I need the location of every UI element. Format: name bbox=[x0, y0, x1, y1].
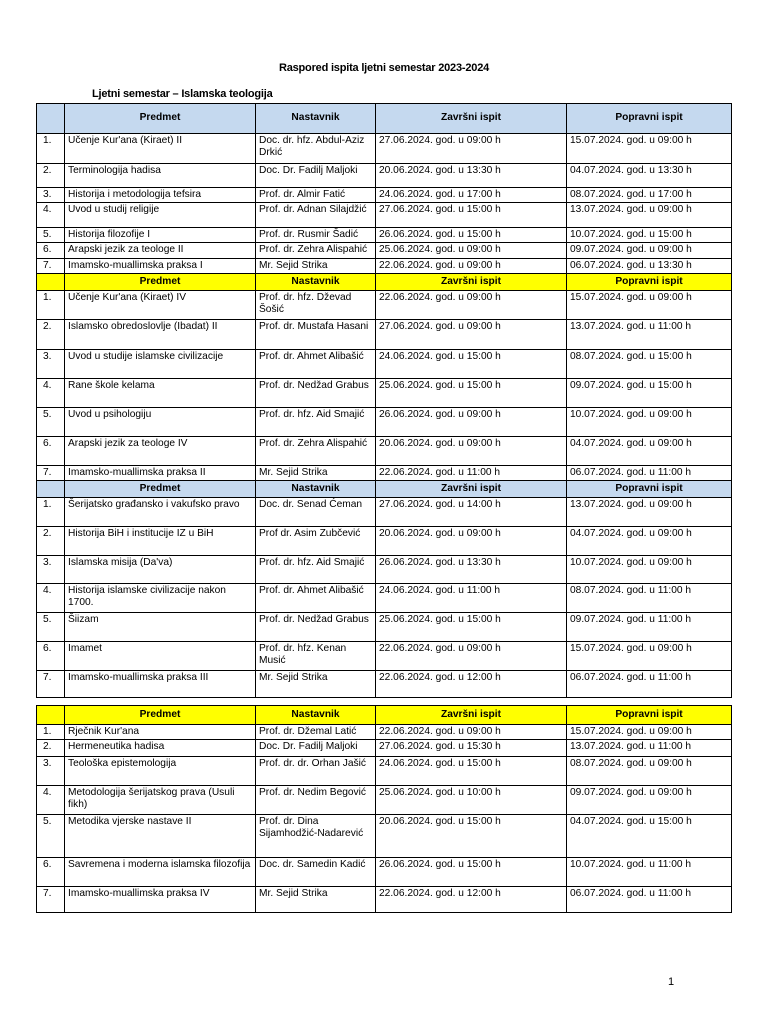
number-cell: 7. bbox=[37, 258, 65, 273]
header-makeup-exam: Popravni ispit bbox=[567, 481, 732, 498]
teacher-cell: Prof. dr. hfz. Kenan Musić bbox=[256, 642, 376, 671]
table-row bbox=[37, 243, 732, 258]
table-header-row bbox=[37, 273, 732, 290]
teacher-cell: Prof. dr. Ahmet Alibašić bbox=[256, 584, 376, 613]
final-exam-cell: 25.06.2024. god. u 09:00 h bbox=[376, 243, 567, 258]
table-row bbox=[37, 498, 732, 527]
final-exam-cell: 24.06.2024. god. u 11:00 h bbox=[376, 584, 567, 613]
final-exam-cell: 26.06.2024. god. u 13:30 h bbox=[376, 556, 567, 584]
spacer-cell bbox=[37, 698, 732, 706]
subject-cell: Učenje Kur'ana (Kiraet) II bbox=[65, 134, 256, 164]
header-makeup-exam: Popravni ispit bbox=[567, 273, 732, 290]
makeup-exam-cell: 04.07.2024. god. u 15:00 h bbox=[567, 815, 732, 858]
number-cell: 7. bbox=[37, 671, 65, 698]
teacher-cell: Mr. Sejid Strika bbox=[256, 465, 376, 480]
teacher-cell: Prof. dr. Nedim Begović bbox=[256, 786, 376, 815]
teacher-cell: Prof. dr. hfz. Dževad Šošić bbox=[256, 290, 376, 319]
teacher-cell: Prof. dr. dr. Orhan Jašić bbox=[256, 757, 376, 786]
header-teacher: Nastavnik bbox=[256, 481, 376, 498]
table-header-row bbox=[37, 104, 732, 134]
number-cell: 4. bbox=[37, 378, 65, 407]
table-row bbox=[37, 786, 732, 815]
table-row bbox=[37, 228, 732, 243]
header-teacher: Nastavnik bbox=[256, 706, 376, 725]
makeup-exam-cell: 13.07.2024. god. u 09:00 h bbox=[567, 498, 732, 527]
final-exam-cell: 24.06.2024. god. u 17:00 h bbox=[376, 188, 567, 203]
number-cell: 3. bbox=[37, 556, 65, 584]
number-cell: 7. bbox=[37, 887, 65, 913]
number-cell: 2. bbox=[37, 527, 65, 556]
final-exam-cell: 20.06.2024. god. u 09:00 h bbox=[376, 436, 567, 465]
teacher-cell: Prof. dr. Adnan Silajdžić bbox=[256, 203, 376, 228]
teacher-cell: Prof. dr. Zehra Alispahić bbox=[256, 436, 376, 465]
table-row bbox=[37, 134, 732, 164]
makeup-exam-cell: 15.07.2024. god. u 09:00 h bbox=[567, 134, 732, 164]
spacer-row bbox=[37, 698, 732, 706]
number-cell: 5. bbox=[37, 407, 65, 436]
makeup-exam-cell: 10.07.2024. god. u 15:00 h bbox=[567, 228, 732, 243]
table-header-row bbox=[37, 481, 732, 498]
table-row bbox=[37, 188, 732, 203]
table-row bbox=[37, 164, 732, 188]
final-exam-cell: 26.06.2024. god. u 15:00 h bbox=[376, 228, 567, 243]
number-cell: 6. bbox=[37, 243, 65, 258]
makeup-exam-cell: 04.07.2024. god. u 09:00 h bbox=[567, 436, 732, 465]
table-row bbox=[37, 613, 732, 642]
makeup-exam-cell: 15.07.2024. god. u 09:00 h bbox=[567, 725, 732, 740]
subject-cell: Imamsko-muallimska praksa II bbox=[65, 465, 256, 480]
teacher-cell: Prof. dr. Nedžad Grabus bbox=[256, 378, 376, 407]
header-number-cell bbox=[37, 104, 65, 134]
exam-schedule-table bbox=[36, 103, 732, 913]
final-exam-cell: 20.06.2024. god. u 09:00 h bbox=[376, 527, 567, 556]
makeup-exam-cell: 06.07.2024. god. u 11:00 h bbox=[567, 887, 732, 913]
makeup-exam-cell: 09.07.2024. god. u 11:00 h bbox=[567, 613, 732, 642]
teacher-cell: Prof. dr. Ahmet Alibašić bbox=[256, 349, 376, 378]
final-exam-cell: 27.06.2024. god. u 15:00 h bbox=[376, 203, 567, 228]
number-cell: 4. bbox=[37, 203, 65, 228]
table-row bbox=[37, 642, 732, 671]
header-number-cell bbox=[37, 481, 65, 498]
header-final-exam: Završni ispit bbox=[376, 706, 567, 725]
document-title: Raspored ispita ljetni semestar 2023-2024 bbox=[278, 62, 490, 74]
table-row bbox=[37, 815, 732, 858]
teacher-cell: Prof. dr. Dina Sijamhodžić-Nadarević bbox=[256, 815, 376, 858]
header-subject: Predmet bbox=[65, 273, 256, 290]
number-cell: 3. bbox=[37, 349, 65, 378]
number-cell: 1. bbox=[37, 498, 65, 527]
final-exam-cell: 27.06.2024. god. u 15:30 h bbox=[376, 740, 567, 757]
header-makeup-exam: Popravni ispit bbox=[567, 104, 732, 134]
subject-cell: Islamska misija (Da'va) bbox=[65, 556, 256, 584]
number-cell: 6. bbox=[37, 858, 65, 887]
subject-cell: Uvod u studije islamske civilizacije bbox=[65, 349, 256, 378]
number-cell: 2. bbox=[37, 740, 65, 757]
number-cell: 7. bbox=[37, 465, 65, 480]
table-row bbox=[37, 757, 732, 786]
subject-cell: Islamsko obredoslovlje (Ibadat) II bbox=[65, 319, 256, 349]
subject-cell: Historija filozofije I bbox=[65, 228, 256, 243]
teacher-cell: Doc. dr. Samedin Kadić bbox=[256, 858, 376, 887]
header-subject: Predmet bbox=[65, 481, 256, 498]
final-exam-cell: 27.06.2024. god. u 09:00 h bbox=[376, 319, 567, 349]
header-final-exam: Završni ispit bbox=[376, 481, 567, 498]
header-number-cell bbox=[37, 273, 65, 290]
makeup-exam-cell: 04.07.2024. god. u 13:30 h bbox=[567, 164, 732, 188]
header-subject: Predmet bbox=[65, 104, 256, 134]
teacher-cell: Mr. Sejid Strika bbox=[256, 258, 376, 273]
subject-cell: Arapski jezik za teologe II bbox=[65, 243, 256, 258]
table-row bbox=[37, 671, 732, 698]
subject-cell: Metodika vjerske nastave II bbox=[65, 815, 256, 858]
number-cell: 4. bbox=[37, 584, 65, 613]
subject-cell: Imamsko-muallimska praksa I bbox=[65, 258, 256, 273]
makeup-exam-cell: 08.07.2024. god. u 17:00 h bbox=[567, 188, 732, 203]
subject-cell: Metodologija šerijatskog prava (Usuli fikh) bbox=[65, 786, 256, 815]
number-cell: 5. bbox=[37, 613, 65, 642]
subject-cell: Hermeneutika hadisa bbox=[65, 740, 256, 757]
subject-cell: Šiizam bbox=[65, 613, 256, 642]
teacher-cell: Prof. dr. Rusmir Šadić bbox=[256, 228, 376, 243]
number-cell: 2. bbox=[37, 164, 65, 188]
page-number: 1 bbox=[668, 976, 675, 988]
makeup-exam-cell: 10.07.2024. god. u 09:00 h bbox=[567, 407, 732, 436]
makeup-exam-cell: 08.07.2024. god. u 11:00 h bbox=[567, 584, 732, 613]
teacher-cell: Prof. dr. Džemal Latić bbox=[256, 725, 376, 740]
final-exam-cell: 24.06.2024. god. u 15:00 h bbox=[376, 757, 567, 786]
teacher-cell: Doc. Dr. Fadilj Maljoki bbox=[256, 740, 376, 757]
final-exam-cell: 22.06.2024. god. u 09:00 h bbox=[376, 290, 567, 319]
makeup-exam-cell: 04.07.2024. god. u 09:00 h bbox=[567, 527, 732, 556]
makeup-exam-cell: 10.07.2024. god. u 09:00 h bbox=[567, 556, 732, 584]
number-cell: 1. bbox=[37, 134, 65, 164]
subject-cell: Terminologija hadisa bbox=[65, 164, 256, 188]
number-cell: 5. bbox=[37, 228, 65, 243]
table-row bbox=[37, 436, 732, 465]
number-cell: 5. bbox=[37, 815, 65, 858]
table-row bbox=[37, 349, 732, 378]
subject-cell: Arapski jezik za teologe IV bbox=[65, 436, 256, 465]
makeup-exam-cell: 06.07.2024. god. u 11:00 h bbox=[567, 671, 732, 698]
number-cell: 1. bbox=[37, 290, 65, 319]
subject-cell: Rječnik Kur'ana bbox=[65, 725, 256, 740]
number-cell: 4. bbox=[37, 786, 65, 815]
subject-cell: Šerijatsko građansko i vakufsko pravo bbox=[65, 498, 256, 527]
makeup-exam-cell: 15.07.2024. god. u 09:00 h bbox=[567, 290, 732, 319]
table-row bbox=[37, 584, 732, 613]
makeup-exam-cell: 06.07.2024. god. u 13:30 h bbox=[567, 258, 732, 273]
makeup-exam-cell: 13.07.2024. god. u 11:00 h bbox=[567, 740, 732, 757]
teacher-cell: Prof. dr. Mustafa Hasani bbox=[256, 319, 376, 349]
header-makeup-exam: Popravni ispit bbox=[567, 706, 732, 725]
subject-cell: Uvod u psihologiju bbox=[65, 407, 256, 436]
table-row bbox=[37, 887, 732, 913]
teacher-cell: Mr. Sejid Strika bbox=[256, 887, 376, 913]
subject-cell: Uvod u studij religije bbox=[65, 203, 256, 228]
final-exam-cell: 25.06.2024. god. u 10:00 h bbox=[376, 786, 567, 815]
table-row bbox=[37, 378, 732, 407]
final-exam-cell: 22.06.2024. god. u 09:00 h bbox=[376, 642, 567, 671]
table-row bbox=[37, 740, 732, 757]
final-exam-cell: 24.06.2024. god. u 15:00 h bbox=[376, 349, 567, 378]
table-row bbox=[37, 725, 732, 740]
header-final-exam: Završni ispit bbox=[376, 273, 567, 290]
table-row bbox=[37, 319, 732, 349]
final-exam-cell: 27.06.2024. god. u 09:00 h bbox=[376, 134, 567, 164]
subject-cell: Historija islamske civilizacije nakon 1700. bbox=[65, 584, 256, 613]
final-exam-cell: 22.06.2024. god. u 12:00 h bbox=[376, 887, 567, 913]
teacher-cell: Prof. dr. hfz. Aid Smajić bbox=[256, 556, 376, 584]
header-teacher: Nastavnik bbox=[256, 273, 376, 290]
teacher-cell: Prof. dr. hfz. Aid Smajić bbox=[256, 407, 376, 436]
teacher-cell: Doc. Dr. Fadilj Maljoki bbox=[256, 164, 376, 188]
final-exam-cell: 22.06.2024. god. u 09:00 h bbox=[376, 725, 567, 740]
final-exam-cell: 22.06.2024. god. u 11:00 h bbox=[376, 465, 567, 480]
final-exam-cell: 26.06.2024. god. u 09:00 h bbox=[376, 407, 567, 436]
teacher-cell: Prof. dr. Almir Fatić bbox=[256, 188, 376, 203]
makeup-exam-cell: 09.07.2024. god. u 15:00 h bbox=[567, 378, 732, 407]
number-cell: 3. bbox=[37, 757, 65, 786]
subject-cell: Učenje Kur'ana (Kiraet) IV bbox=[65, 290, 256, 319]
teacher-cell: Doc. dr. Senad Ćeman bbox=[256, 498, 376, 527]
table-row bbox=[37, 858, 732, 887]
number-cell: 3. bbox=[37, 188, 65, 203]
subject-cell: Imamsko-muallimska praksa III bbox=[65, 671, 256, 698]
subject-cell: Historija BiH i institucije IZ u BiH bbox=[65, 527, 256, 556]
makeup-exam-cell: 15.07.2024. god. u 09:00 h bbox=[567, 642, 732, 671]
makeup-exam-cell: 08.07.2024. god. u 15:00 h bbox=[567, 349, 732, 378]
teacher-cell: Prof. dr. Nedžad Grabus bbox=[256, 613, 376, 642]
header-subject: Predmet bbox=[65, 706, 256, 725]
teacher-cell: Doc. dr. hfz. Abdul-Aziz Drkić bbox=[256, 134, 376, 164]
makeup-exam-cell: 06.07.2024. god. u 11:00 h bbox=[567, 465, 732, 480]
final-exam-cell: 27.06.2024. god. u 14:00 h bbox=[376, 498, 567, 527]
semester-label: Ljetni semestar – Islamska teologija bbox=[92, 88, 273, 100]
table-row bbox=[37, 258, 732, 273]
final-exam-cell: 25.06.2024. god. u 15:00 h bbox=[376, 613, 567, 642]
table-row bbox=[37, 527, 732, 556]
table-row bbox=[37, 290, 732, 319]
makeup-exam-cell: 13.07.2024. god. u 11:00 h bbox=[567, 319, 732, 349]
table-header-row bbox=[37, 706, 732, 725]
table-row bbox=[37, 407, 732, 436]
final-exam-cell: 26.06.2024. god. u 15:00 h bbox=[376, 858, 567, 887]
makeup-exam-cell: 10.07.2024. god. u 11:00 h bbox=[567, 858, 732, 887]
table-row bbox=[37, 203, 732, 228]
subject-cell: Imamet bbox=[65, 642, 256, 671]
subject-cell: Historija i metodologija tefsira bbox=[65, 188, 256, 203]
makeup-exam-cell: 09.07.2024. god. u 09:00 h bbox=[567, 786, 732, 815]
final-exam-cell: 25.06.2024. god. u 15:00 h bbox=[376, 378, 567, 407]
teacher-cell: Prof dr. Asim Zubčević bbox=[256, 527, 376, 556]
final-exam-cell: 20.06.2024. god. u 15:00 h bbox=[376, 815, 567, 858]
makeup-exam-cell: 08.07.2024. god. u 09:00 h bbox=[567, 757, 732, 786]
number-cell: 6. bbox=[37, 436, 65, 465]
final-exam-cell: 22.06.2024. god. u 12:00 h bbox=[376, 671, 567, 698]
final-exam-cell: 22.06.2024. god. u 09:00 h bbox=[376, 258, 567, 273]
number-cell: 6. bbox=[37, 642, 65, 671]
number-cell: 1. bbox=[37, 725, 65, 740]
header-final-exam: Završni ispit bbox=[376, 104, 567, 134]
final-exam-cell: 20.06.2024. god. u 13:30 h bbox=[376, 164, 567, 188]
header-teacher: Nastavnik bbox=[256, 104, 376, 134]
subject-cell: Savremena i moderna islamska filozofija bbox=[65, 858, 256, 887]
makeup-exam-cell: 13.07.2024. god. u 09:00 h bbox=[567, 203, 732, 228]
header-number-cell bbox=[37, 706, 65, 725]
subject-cell: Rane škole kelama bbox=[65, 378, 256, 407]
subject-cell: Teološka epistemologija bbox=[65, 757, 256, 786]
table-row bbox=[37, 556, 732, 584]
table-row bbox=[37, 465, 732, 480]
teacher-cell: Mr. Sejid Strika bbox=[256, 671, 376, 698]
subject-cell: Imamsko-muallimska praksa IV bbox=[65, 887, 256, 913]
teacher-cell: Prof. dr. Zehra Alispahić bbox=[256, 243, 376, 258]
number-cell: 2. bbox=[37, 319, 65, 349]
makeup-exam-cell: 09.07.2024. god. u 09:00 h bbox=[567, 243, 732, 258]
